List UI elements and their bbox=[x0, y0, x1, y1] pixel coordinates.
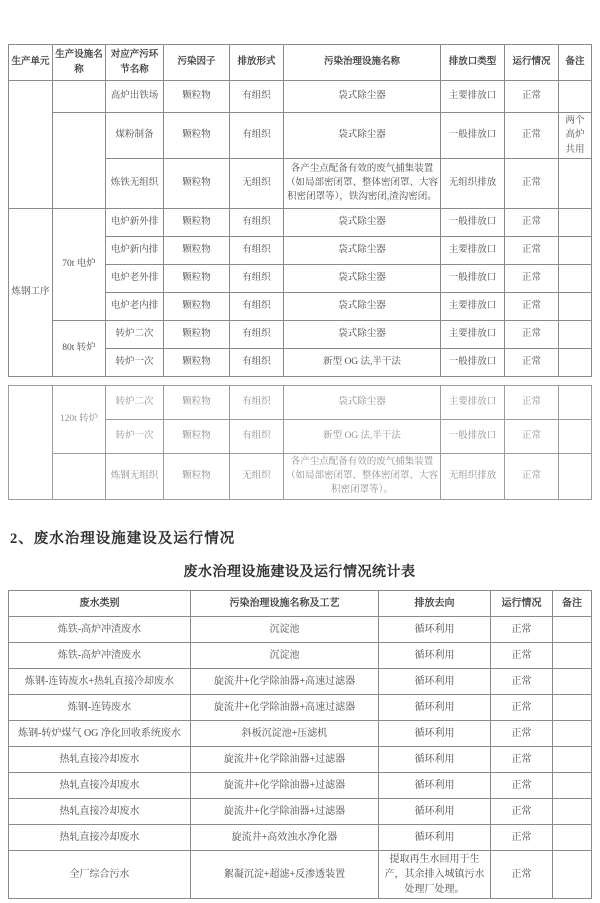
content-area bbox=[8, 44, 592, 899]
cell-discharge-direction: 提取再生水回用于生产，其余排入城镇污水处理厂处理。 bbox=[379, 850, 491, 898]
header-cell: 备注 bbox=[553, 590, 592, 616]
cell-emission-form: 无组织 bbox=[230, 158, 284, 208]
cell-emission-form: 有组织 bbox=[230, 264, 284, 292]
cell-wastewater-type: 热轧直接冷却废水 bbox=[9, 798, 191, 824]
cell-pollutant: 颗粒物 bbox=[164, 264, 230, 292]
header-cell: 污染因子 bbox=[164, 45, 230, 81]
cell-note bbox=[559, 81, 592, 113]
cell-emission-form: 有组织 bbox=[230, 292, 284, 320]
cell-discharge-direction: 循环利用 bbox=[379, 642, 491, 668]
cell-pollutant: 颗粒物 bbox=[164, 113, 230, 159]
table-row bbox=[9, 746, 592, 772]
header-cell: 生产单元 bbox=[9, 45, 53, 81]
table-row bbox=[9, 772, 592, 798]
cell-facility: 袋式除尘器 bbox=[284, 113, 441, 159]
cell-wastewater-type: 炼钢-连铸废水+热轧直接冷却废水 bbox=[9, 668, 191, 694]
cell-facility-process: 絮凝沉淀+超滤+反渗透装置 bbox=[191, 850, 379, 898]
cell-note bbox=[553, 798, 592, 824]
cell-status: 正常 bbox=[491, 746, 553, 772]
cell-production-unit: 炼钢工序 bbox=[9, 208, 53, 376]
cell-note bbox=[559, 419, 592, 453]
cell-pollutant: 颗粒物 bbox=[164, 292, 230, 320]
cell-discharge-direction: 循环利用 bbox=[379, 772, 491, 798]
cell-emission-form: 有组织 bbox=[230, 236, 284, 264]
cell-pollution-node: 炼钢无组织 bbox=[106, 453, 164, 499]
table-row bbox=[9, 385, 592, 419]
cell-outlet-type: 一般排放口 bbox=[441, 419, 505, 453]
cell-note bbox=[553, 694, 592, 720]
cell-status: 正常 bbox=[505, 320, 559, 348]
header-cell: 排放口类型 bbox=[441, 45, 505, 81]
header-cell: 污染治理设施名称及工艺 bbox=[191, 590, 379, 616]
cell-equipment bbox=[53, 81, 106, 113]
cell-note bbox=[559, 236, 592, 264]
cell-note bbox=[559, 385, 592, 419]
header-cell: 运行情况 bbox=[505, 45, 559, 81]
cell-wastewater-type: 全厂综合污水 bbox=[9, 850, 191, 898]
cell-emission-form: 有组织 bbox=[230, 419, 284, 453]
cell-pollution-node: 电炉老外排 bbox=[106, 264, 164, 292]
table-row bbox=[9, 453, 592, 499]
cell-emission-form: 有组织 bbox=[230, 81, 284, 113]
cell-pollution-node: 转炉一次 bbox=[106, 419, 164, 453]
cell-discharge-direction: 循环利用 bbox=[379, 616, 491, 642]
header-cell: 排放形式 bbox=[230, 45, 284, 81]
cell-emission-form: 无组织 bbox=[230, 453, 284, 499]
cell-outlet-type: 无组织排放 bbox=[441, 453, 505, 499]
header-cell: 生产设施名称 bbox=[53, 45, 106, 81]
cell-status: 正常 bbox=[491, 694, 553, 720]
cell-discharge-direction: 循环利用 bbox=[379, 798, 491, 824]
cell-facility: 新型 OG 法,半干法 bbox=[284, 348, 441, 376]
cell-outlet-type: 一般排放口 bbox=[441, 264, 505, 292]
cell-status: 正常 bbox=[505, 385, 559, 419]
gas-table-part1 bbox=[8, 44, 592, 377]
cell-discharge-direction: 循环利用 bbox=[379, 746, 491, 772]
cell-facility: 各产尘点配备有效的废气捕集装置（如局部密闭罩、整体密闭罩、大容积密闭罩等），铁沟密闭,渣沟密闭。 bbox=[284, 158, 441, 208]
cell-pollution-node: 炼铁无组织 bbox=[106, 158, 164, 208]
table-row bbox=[9, 113, 592, 159]
cell-outlet-type: 一般排放口 bbox=[441, 348, 505, 376]
cell-facility-process: 旋流井+化学除油器+过滤器 bbox=[191, 798, 379, 824]
section-heading: 2、废水治理设施建设及运行情况 bbox=[10, 530, 236, 547]
cell-pollutant: 颗粒物 bbox=[164, 158, 230, 208]
cell-status: 正常 bbox=[505, 208, 559, 236]
cell-outlet-type: 一般排放口 bbox=[441, 208, 505, 236]
cell-facility-process: 旋流井+化学除油器+高速过滤器 bbox=[191, 668, 379, 694]
cell-status: 正常 bbox=[505, 348, 559, 376]
cell-equipment: 70t 电炉 bbox=[53, 208, 106, 320]
cell-facility-process: 旋流井+高效浊水净化器 bbox=[191, 824, 379, 850]
cell-pollution-node: 煤粉制备 bbox=[106, 113, 164, 159]
cell-status: 正常 bbox=[491, 616, 553, 642]
cell-emission-form: 有组织 bbox=[230, 113, 284, 159]
table-row bbox=[9, 208, 592, 236]
cell-emission-form: 有组织 bbox=[230, 385, 284, 419]
cell-outlet-type: 主要排放口 bbox=[441, 320, 505, 348]
cell-status: 正常 bbox=[505, 158, 559, 208]
cell-facility-process: 旋流井+化学除油器+过滤器 bbox=[191, 746, 379, 772]
cell-wastewater-type: 热轧直接冷却废水 bbox=[9, 824, 191, 850]
cell-facility: 袋式除尘器 bbox=[284, 264, 441, 292]
cell-pollution-node: 电炉新外排 bbox=[106, 208, 164, 236]
cell-note bbox=[559, 208, 592, 236]
water-table-title: 废水治理设施建设及运行情况统计表 bbox=[183, 564, 416, 580]
cell-facility: 袋式除尘器 bbox=[284, 292, 441, 320]
cell-discharge-direction: 循环利用 bbox=[379, 824, 491, 850]
header-cell: 废水类别 bbox=[9, 590, 191, 616]
cell-outlet-type: 一般排放口 bbox=[441, 113, 505, 159]
cell-pollution-node: 高炉出铁场 bbox=[106, 81, 164, 113]
cell-status: 正常 bbox=[491, 850, 553, 898]
cell-status: 正常 bbox=[505, 292, 559, 320]
cell-status: 正常 bbox=[491, 720, 553, 746]
cell-note bbox=[553, 616, 592, 642]
cell-facility-process: 斜板沉淀池+压滤机 bbox=[191, 720, 379, 746]
cell-emission-form: 有组织 bbox=[230, 348, 284, 376]
cell-note: 两个高炉共用 bbox=[559, 113, 592, 159]
cell-note bbox=[553, 746, 592, 772]
cell-pollutant: 颗粒物 bbox=[164, 81, 230, 113]
table-row bbox=[9, 668, 592, 694]
cell-note bbox=[553, 772, 592, 798]
cell-pollution-node: 电炉老内排 bbox=[106, 292, 164, 320]
water-table bbox=[8, 590, 592, 899]
cell-equipment bbox=[53, 113, 106, 209]
cell-pollutant: 颗粒物 bbox=[164, 419, 230, 453]
cell-note bbox=[553, 642, 592, 668]
cell-status: 正常 bbox=[505, 113, 559, 159]
table-row bbox=[9, 694, 592, 720]
cell-status: 正常 bbox=[491, 824, 553, 850]
table-row bbox=[9, 798, 592, 824]
table-row bbox=[9, 320, 592, 348]
cell-facility: 袋式除尘器 bbox=[284, 385, 441, 419]
cell-wastewater-type: 炼铁-高炉冲渣废水 bbox=[9, 642, 191, 668]
table-row bbox=[9, 616, 592, 642]
cell-outlet-type: 主要排放口 bbox=[441, 385, 505, 419]
header-cell: 备注 bbox=[559, 45, 592, 81]
cell-wastewater-type: 炼钢-转炉煤气 OG 净化回收系统废水 bbox=[9, 720, 191, 746]
water-header-row bbox=[9, 590, 592, 616]
cell-note bbox=[559, 453, 592, 499]
cell-emission-form: 有组织 bbox=[230, 320, 284, 348]
cell-status: 正常 bbox=[505, 236, 559, 264]
table-row bbox=[9, 642, 592, 668]
cell-pollution-node: 转炉二次 bbox=[106, 385, 164, 419]
cell-discharge-direction: 循环利用 bbox=[379, 720, 491, 746]
header-cell: 排放去向 bbox=[379, 590, 491, 616]
table-row bbox=[9, 81, 592, 113]
cell-outlet-type: 无组织排放 bbox=[441, 158, 505, 208]
cell-pollution-node: 转炉二次 bbox=[106, 320, 164, 348]
cell-note bbox=[559, 292, 592, 320]
cell-status: 正常 bbox=[505, 81, 559, 113]
cell-equipment: 80t 转炉 bbox=[53, 320, 106, 376]
cell-outlet-type: 主要排放口 bbox=[441, 292, 505, 320]
cell-wastewater-type: 热轧直接冷却废水 bbox=[9, 772, 191, 798]
cell-pollution-node: 转炉一次 bbox=[106, 348, 164, 376]
gas-table-part2 bbox=[8, 385, 592, 500]
cell-facility: 袋式除尘器 bbox=[284, 81, 441, 113]
cell-facility: 袋式除尘器 bbox=[284, 236, 441, 264]
cell-note bbox=[559, 158, 592, 208]
cell-status: 正常 bbox=[491, 798, 553, 824]
cell-note bbox=[553, 720, 592, 746]
cell-facility: 各产尘点配备有效的废气捕集装置（如局部密闭罩、整体密闭罩、大容积密闭罩等）。 bbox=[284, 453, 441, 499]
cell-facility-process: 沉淀池 bbox=[191, 642, 379, 668]
table-row bbox=[9, 720, 592, 746]
cell-wastewater-type: 炼钢-连铸废水 bbox=[9, 694, 191, 720]
cell-equipment bbox=[53, 453, 106, 499]
cell-pollutant: 颗粒物 bbox=[164, 320, 230, 348]
cell-outlet-type: 主要排放口 bbox=[441, 81, 505, 113]
cell-discharge-direction: 循环利用 bbox=[379, 668, 491, 694]
header-cell: 运行情况 bbox=[491, 590, 553, 616]
cell-facility-process: 旋流井+化学除油器+高速过滤器 bbox=[191, 694, 379, 720]
cell-facility-process: 旋流井+化学除油器+过滤器 bbox=[191, 772, 379, 798]
cell-note bbox=[553, 824, 592, 850]
cell-facility: 袋式除尘器 bbox=[284, 320, 441, 348]
cell-production-unit bbox=[9, 385, 53, 499]
cell-discharge-direction: 循环利用 bbox=[379, 694, 491, 720]
table-row bbox=[9, 850, 592, 898]
cell-status: 正常 bbox=[505, 453, 559, 499]
cell-pollutant: 颗粒物 bbox=[164, 453, 230, 499]
cell-production-unit bbox=[9, 81, 53, 209]
cell-pollutant: 颗粒物 bbox=[164, 208, 230, 236]
gas-header-row bbox=[9, 45, 592, 81]
cell-note bbox=[553, 668, 592, 694]
table-row bbox=[9, 824, 592, 850]
cell-facility: 新型 OG 法,半干法 bbox=[284, 419, 441, 453]
cell-wastewater-type: 炼铁-高炉冲渣废水 bbox=[9, 616, 191, 642]
cell-pollution-node: 电炉新内排 bbox=[106, 236, 164, 264]
cell-pollutant: 颗粒物 bbox=[164, 385, 230, 419]
cell-outlet-type: 主要排放口 bbox=[441, 236, 505, 264]
header-cell: 污染治理设施名称 bbox=[284, 45, 441, 81]
cell-status: 正常 bbox=[491, 642, 553, 668]
cell-facility: 袋式除尘器 bbox=[284, 208, 441, 236]
cell-status: 正常 bbox=[491, 668, 553, 694]
cell-emission-form: 有组织 bbox=[230, 208, 284, 236]
cell-facility-process: 沉淀池 bbox=[191, 616, 379, 642]
cell-pollutant: 颗粒物 bbox=[164, 236, 230, 264]
cell-note bbox=[553, 850, 592, 898]
cell-note bbox=[559, 348, 592, 376]
header-cell: 对应产污环节名称 bbox=[106, 45, 164, 81]
cell-note bbox=[559, 264, 592, 292]
cell-equipment: 120t 转炉 bbox=[53, 385, 106, 453]
cell-pollutant: 颗粒物 bbox=[164, 348, 230, 376]
cell-status: 正常 bbox=[505, 419, 559, 453]
cell-status: 正常 bbox=[505, 264, 559, 292]
cell-wastewater-type: 热轧直接冷却废水 bbox=[9, 746, 191, 772]
cell-note bbox=[559, 320, 592, 348]
cell-status: 正常 bbox=[491, 772, 553, 798]
